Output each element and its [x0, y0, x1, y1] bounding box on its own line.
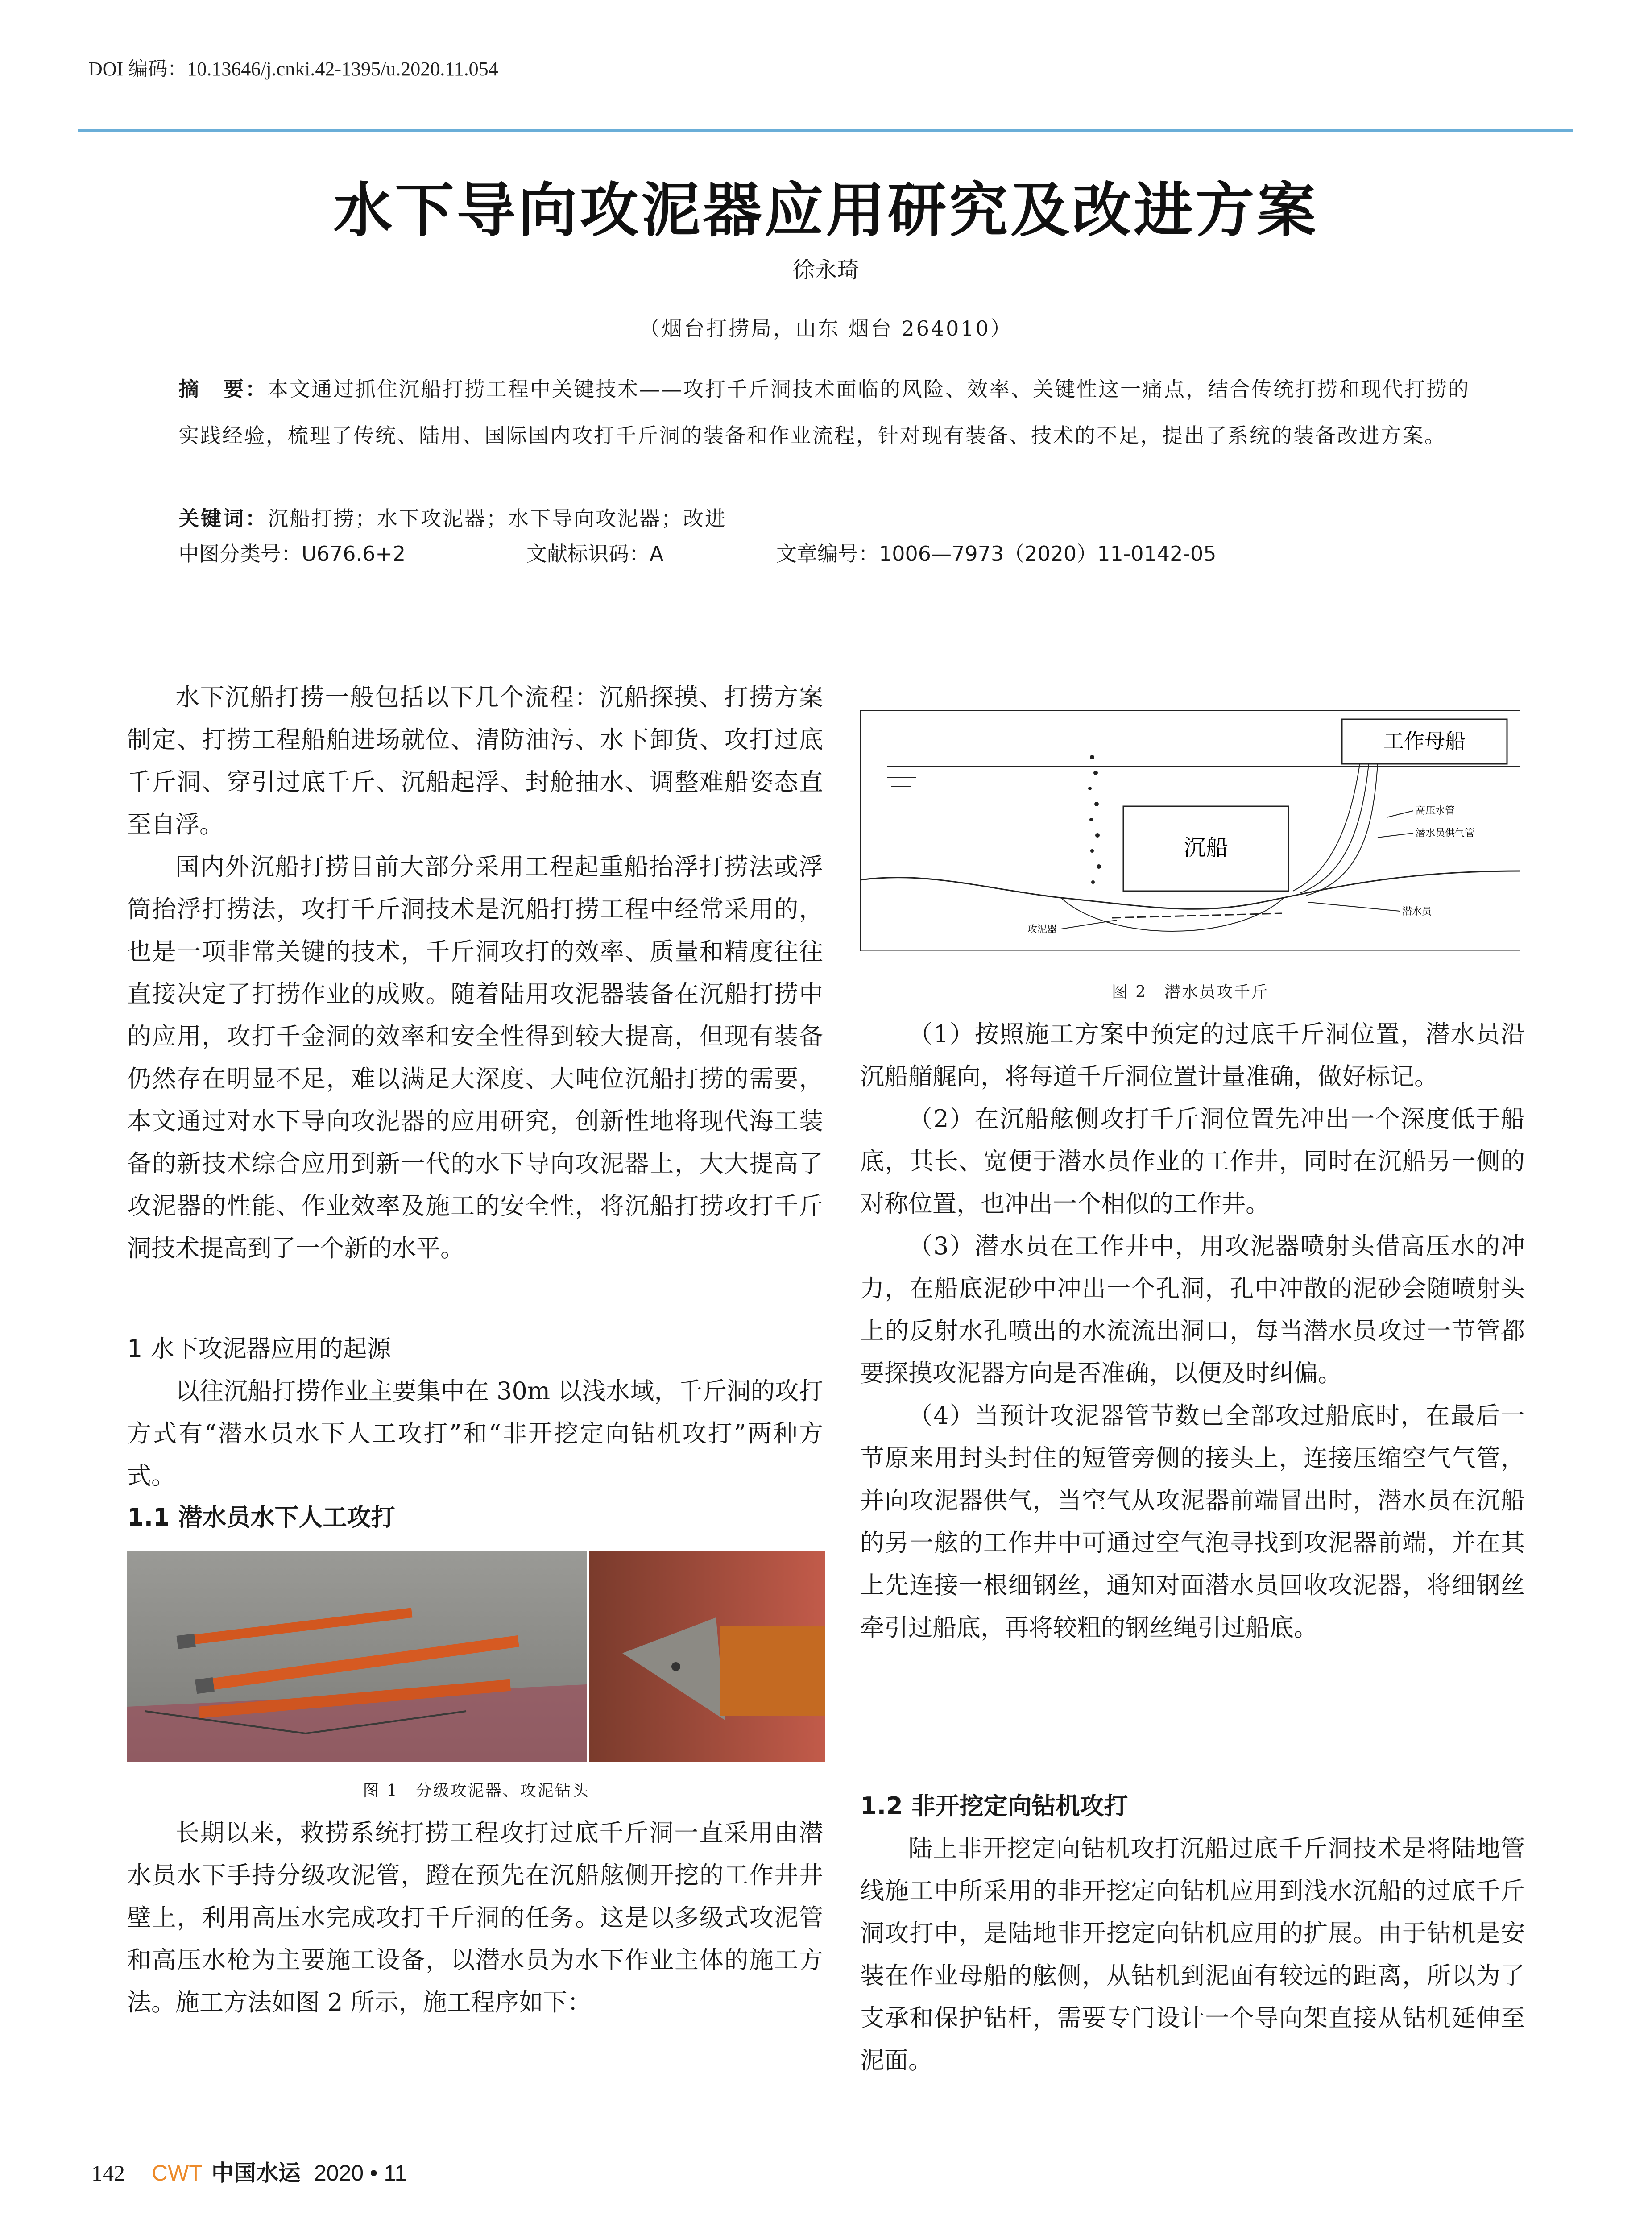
- right-column: [860, 1013, 1525, 1649]
- subsection-heading: 1.1 潜水员水下人工攻打: [127, 1503, 395, 1531]
- left-column-bottom: [127, 1812, 823, 2024]
- hp-water-label: 高压水管: [1416, 805, 1455, 817]
- paragraph: 以往沉船打捞作业主要集中在 30m 以浅水域，千斤洞的攻打方式有“潜水员水下人工攻打”和“非开挖定向钻机攻打”两种方式。: [127, 1377, 823, 1490]
- step-4: （4）当预计攻泥器管节数已全部攻过船底时，在最后一节原来用封头封住的短管旁侧的接头上，连接压缩空气气管，并向攻泥器供气，当空气从攻泥器前端冒出时，潜水员在沉船的另一舷的工作井中可通过空气泡寻找到攻泥器前端，并在其上先连接一根细钢丝，通知对面潜水员回收攻泥器，将细钢丝牵引过船底，再将较粗的钢丝绳引过船底。: [860, 1402, 1525, 1642]
- wreck-label: 沉船: [1184, 835, 1228, 861]
- paragraph: 长期以来，救捞系统打捞工程攻打过底千斤洞一直采用由潜水员水下手持分级攻泥管，蹬在预先在沉船舷侧开挖的工作井井壁上，利用高压水完成攻打千斤洞的任务。这是以多级式攻泥管和高压水枪为主要施工设备，以潜水员为水下作业主体的施工方法。施工方法如图 2 所示，施工程序如下：: [127, 1819, 823, 2016]
- header-rule: [78, 129, 1573, 132]
- figure-1-photo: [127, 1551, 825, 1762]
- air-hose-label: 潜水员供气管: [1416, 828, 1475, 839]
- gongniqi-label: 攻泥器: [1027, 924, 1057, 935]
- paragraph: 国内外沉船打捞目前大部分采用工程起重船抬浮打捞法或浮筒抬浮打捞法，攻打千斤洞技术是沉船打捞工程中经常采用的，也是一项非常关键的技术，千斤洞攻打的效率、质量和精度往往直接决定了打捞作业的成败。随着陆用攻泥器装备在沉船打捞中的应用，攻打千金洞的效率和安全性得到较大提高，但现有装备仍然存在明显不足，难以满足大深度、大吨位沉船打捞的需要，本文通过对水下导向攻泥器的应用研究，创新性地将现代海工装备的新技术综合应用到新一代的水下导向攻泥器上，大大提高了攻泥器的性能、作业效率及施工的安全性，将沉船打捞攻打千斤洞技术提高到了一个新的水平。: [127, 853, 823, 1262]
- subsection-heading: 1.2 非开挖定向钻机攻打: [860, 1792, 1128, 1820]
- step-3: （3）潜水员在工作井中，用攻泥器喷射头借高压水的冲力，在船底泥砂中冲出一个孔洞，孔中冲散的泥砂会随喷射头上的反射水孔喷出的水流流出洞口，每当潜水员攻过一节管都要探摸攻泥器方向是否准确，以便及时纠偏。: [860, 1232, 1525, 1387]
- brand-logo: CWT: [152, 2161, 203, 2185]
- figure-2-caption: 图 2 潜水员攻千斤: [1111, 983, 1269, 1001]
- author: 徐永琦: [792, 257, 860, 283]
- keywords-label: 关键词：: [178, 506, 268, 531]
- diver-label: 潜水员: [1402, 906, 1432, 917]
- clc-code: 中图分类号：U676.6+2: [178, 542, 406, 566]
- journal-name: 中国水运: [211, 2160, 301, 2186]
- page-footer: [91, 2155, 407, 2187]
- abstract-text: 本文通过抓住沉船打捞工程中关键技术——攻打千斤洞技术面临的风险、效率、关键性这一痛点，结合传统打捞和现代打捞的实践经验，梳理了传统、陆用、国际国内攻打千斤洞的装备和作业流程，针对现有装备、技术的不足，提出了系统的装备改进方案。: [178, 377, 1470, 448]
- doi-line: DOI 编码：10.13646/j.cnki.42-1395/u.2020.11.054: [88, 58, 498, 80]
- page-number: 142: [91, 2161, 125, 2185]
- article-number: 文章编号：1006—7973（2020）11-0142-05: [776, 542, 1217, 566]
- paragraph: 水下沉船打捞一般包括以下几个流程：沉船探摸、打捞方案制定、打捞工程船舶进场就位、清防油污、水下卸货、攻打过底千斤洞、穿引过底千斤、沉船起浮、封舱抽水、调整难船姿态直至自浮。: [127, 683, 823, 838]
- figure-1-caption: 图 1 分级攻泥器、攻泥钻头: [363, 1782, 590, 1800]
- figure-2-diagram: [860, 710, 1520, 951]
- doc-code: 文献标识码：A: [526, 542, 664, 566]
- issue-date: 2020 • 11: [314, 2161, 407, 2185]
- left-column-top: [127, 676, 823, 1269]
- classification-line: [178, 538, 1217, 567]
- left-column-mid: [127, 1370, 823, 1497]
- abstract-label: 摘 要：: [178, 377, 268, 401]
- keywords: [178, 495, 1481, 542]
- section-heading: 1 水下攻泥器应用的起源: [127, 1335, 391, 1363]
- step-2: （2）在沉船舷侧攻打千斤洞位置先冲出一个深度低于船底，其长、宽便于潜水员作业的工作井，同时在沉船另一侧的对称位置，也冲出一个相似的工作井。: [860, 1105, 1525, 1218]
- affiliation: （烟台打捞局，山东 烟台 264010）: [639, 316, 1013, 340]
- paragraph: 陆上非开挖定向钻机攻打沉船过底千斤洞技术是将陆地管线施工中所采用的非开挖定向钻机应用到浅水沉船的过底千斤洞攻打中，是陆地非开挖定向钻机应用的扩展。由于钻机是安装在作业母船的舷侧，从钻机到泥面有较远的距离，所以为了支承和保护钻杆，需要专门设计一个导向架直接从钻机延伸至泥面。: [860, 1834, 1525, 2074]
- article-title: 水下导向攻泥器应用研究及改进方案: [333, 176, 1319, 245]
- step-1: （1）按照施工方案中预定的过底千斤洞位置，潜水员沿沉船艏艉向，将每道千斤洞位置计量准确，做好标记。: [860, 1020, 1525, 1091]
- keywords-text: 沉船打捞；水下攻泥器；水下导向攻泥器；改进: [268, 506, 727, 531]
- right-column-bottom: [860, 1827, 1525, 2082]
- abstract: [178, 366, 1481, 459]
- work-ship-label: 工作母船: [1383, 729, 1466, 753]
